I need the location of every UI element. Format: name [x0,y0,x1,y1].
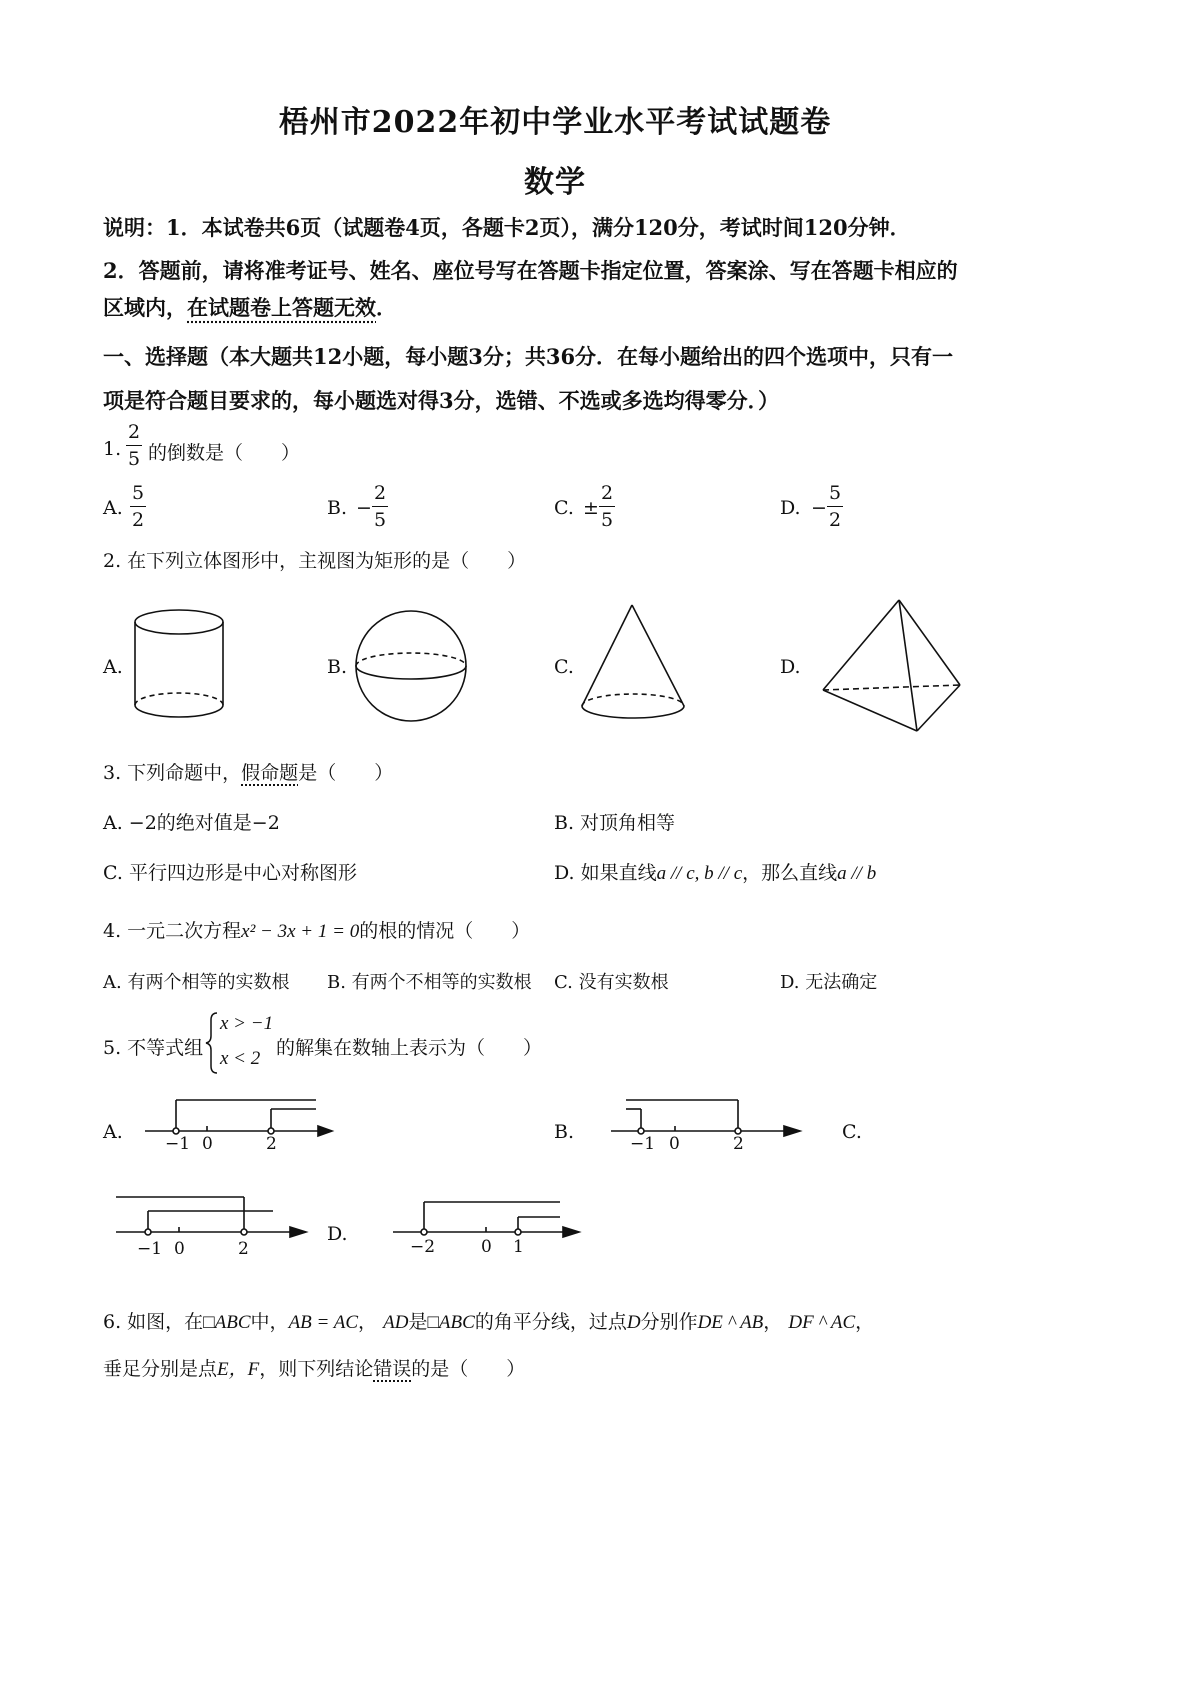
q5-option-c-label: C. [842,1121,862,1143]
q6-point-d: D [626,1312,641,1333]
q6-triangle-1: □ABC [203,1312,251,1333]
q1-option-b-label: B. [327,497,348,519]
q2-option-a-label: A. [103,656,123,678]
q6-ad: AD [383,1312,409,1333]
q6-text-c: 是 [408,1311,428,1333]
q5-option-d-label: D. [327,1223,348,1245]
q6-pre: 6. 如图，在 [103,1311,204,1333]
q6-line-2-pre: 垂足分别是点 [103,1358,218,1380]
q6-text-f: ， [763,1311,783,1333]
q3-option-b: B. 对顶角相等 [554,812,676,834]
q1-option-c-label: C. [554,497,574,519]
q6-line-1 [103,1307,874,1334]
q1-frac-den: 5 [128,448,141,470]
q1-option-c-fraction [599,484,615,530]
frac-den: 5 [374,509,387,531]
q5-option-b-label: B. [554,1121,575,1143]
number-line-c-tick-3: 2 [238,1239,249,1259]
q5-row-2: x < 2 [220,1048,261,1069]
q4-text [103,916,530,943]
q1-option-b-fraction [372,484,388,530]
cone-figure [580,603,700,733]
q3-pre: 3. 下列命题中， [103,762,242,784]
note-line-2b [103,292,397,322]
q6-line-2-mid: ，则下列结论 [259,1358,374,1380]
q6-perp-2: DF ^ AC [788,1312,856,1333]
note-emphasis: 在试题卷上答题无效 [187,295,376,320]
q6-text-g: ， [855,1311,875,1333]
note-line-2b-pre: 区域内， [103,295,187,320]
q3-option-d-math2: a // b [837,863,877,884]
q6-perp-1: DE ^ AB [697,1312,764,1333]
q2-option-c-label: C. [554,656,574,678]
sphere-figure [355,610,475,730]
number-line-d-tick-3: 1 [513,1237,524,1257]
number-line-a-tick-3: 2 [266,1134,277,1154]
q5-post: 的解集在数轴上表示为（ ） [276,1037,543,1059]
section-1-line-1: 一、选择题（本大题共12小题，每小题3分；共36分．在每小题给出的四个选项中，只有一 [103,344,954,369]
q6-text-a: 中， [250,1311,289,1333]
q6-text-e: 分别作 [640,1311,698,1333]
q3-option-d-math1: a // c, b // c [656,863,743,884]
q3-text [103,758,393,785]
q6-triangle-2: □ABC [427,1312,475,1333]
q2-option-b-label: B. [327,656,348,678]
q6-text-b: ， [358,1311,378,1333]
frac-num: 5 [827,484,843,507]
q1-option-d-fraction [827,484,843,530]
q6-eq: AB = AC [288,1312,359,1333]
q6-text-d: 的角平分线，过点 [474,1311,627,1333]
q1-option-d-label: D. [780,497,801,519]
q1-fraction [126,423,142,469]
number-line-a-tick-2: 0 [202,1134,213,1154]
number-line-b-tick-1: −1 [630,1134,656,1154]
q6-points-ef: E，F [217,1359,260,1380]
q4-option-a: A. 有两个相等的实数根 [103,972,290,993]
number-line-b-tick-3: 2 [733,1134,744,1154]
frac-num: 2 [372,484,388,507]
q4-pre: 4. 一元二次方程 [103,920,242,942]
frac-den: 5 [601,509,614,531]
q5-pre: 5. 不等式组 [103,1037,204,1059]
note-line-2a: 2．答题前，请将准考证号、姓名、座位号写在答题卡指定位置，答案涂、写在答题卡相应的 [103,258,958,283]
frac-num: 5 [130,484,146,507]
q2-option-d-label: D. [780,656,801,678]
number-line-a-tick-1: −1 [165,1134,191,1154]
q3-option-d-mid: ，那么直线 [742,862,838,884]
q6-emphasis: 错误 [373,1358,412,1380]
q1-option-b-sign: − [356,497,372,519]
number-line-b-tick-2: 0 [669,1134,680,1154]
frac-den: 2 [829,509,842,531]
q2-text: 2. 在下列立体图形中，主视图为矩形的是（ ） [103,550,527,572]
number-line-d-tick-1: −2 [410,1237,436,1257]
q5-brace [205,1012,219,1074]
q4-math: x² − 3x + 1 = 0 [241,921,360,942]
number-line-c-tick-2: 0 [174,1239,185,1259]
q6-line-2 [103,1354,525,1381]
q3-option-a: A. −2的绝对值是−2 [103,812,280,834]
exam-title: 梧州市2022年初中学业水平考试试题卷 [278,105,832,140]
q3-option-d-pre: D. 如果直线 [554,862,657,884]
note-line-1: 说明：1．本试卷共6页（试题卷4页，各题卡2页），满分120分，考试时间120分钟． [103,215,911,240]
number-line-d-tick-2: 0 [481,1237,492,1257]
q1-number: 1. [103,438,122,460]
cylinder-figure [133,605,233,735]
frac-num: 2 [599,484,615,507]
q1-option-a-label: A. [103,497,123,519]
frac-den: 2 [132,509,145,531]
q4-option-d: D. 无法确定 [780,972,878,993]
q4-post: 的根的情况（ ） [359,920,531,942]
q3-option-d [554,858,876,885]
q4-option-c: C. 没有实数根 [554,972,669,993]
q5-row-1: x > −1 [220,1013,274,1034]
section-1-line-2: 项是符合题目要求的，每小题选对得3分，选错、不选或多选均得零分．） [103,388,780,413]
q6-line-2-post: 的是（ ） [411,1358,526,1380]
tetrahedron-figure [820,598,970,738]
q3-post: 是（ ） [298,762,394,784]
note-line-2b-post: ． [376,295,397,320]
q1-option-d-sign: − [811,497,827,519]
q1-option-c-sign: ± [583,497,599,519]
q5-option-a-label: A. [103,1121,123,1143]
q3-option-c: C. 平行四边形是中心对称图形 [103,862,357,884]
q3-emphasis: 假命题 [241,762,299,784]
q1-option-a-fraction [130,484,146,530]
number-line-c-tick-1: −1 [137,1239,163,1259]
subject-title: 数学 [524,165,586,200]
q1-text: 的倒数是（ ） [148,442,301,464]
q1-frac-num: 2 [126,423,142,446]
q4-option-b: B. 有两个不相等的实数根 [327,972,532,993]
